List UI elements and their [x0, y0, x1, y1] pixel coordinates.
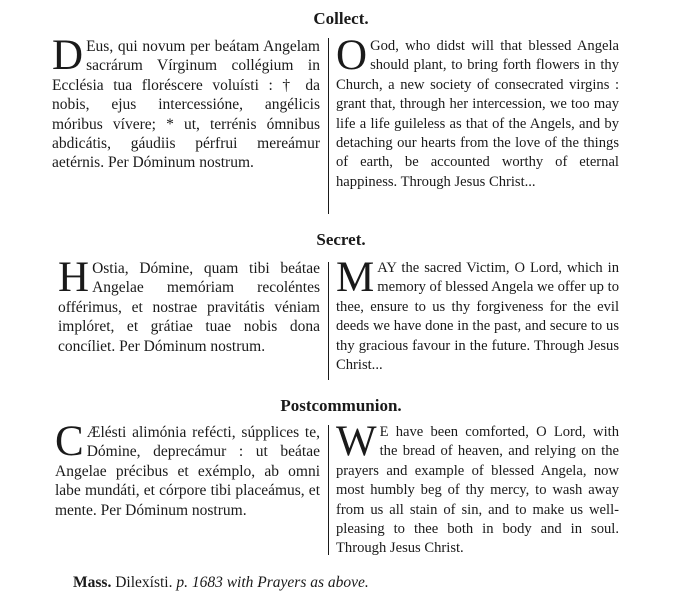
mass-reference [73, 573, 369, 593]
collect-latin-dropcap: D [52, 37, 84, 79]
collect-english-dropcap: O [336, 37, 368, 79]
collect-latin-text: Eus, qui novum per beátam Angelam sacrárum Vírginum collégium in Ecclésia tua floréscere voluísti : † da nobis, ejus intercessióne, angélicis móribus vívere; * ut, terrénis ómnibus abdicátis, gáudiis pérfrui mereámur aetérnis. Per Dóminum nostrum. [52, 38, 320, 172]
collect-english [336, 37, 619, 227]
secret-latin [58, 259, 320, 377]
mass-page-reference: p. 1683 with Prayers as above. [176, 574, 369, 591]
postcommunion-english [336, 423, 619, 563]
postcommunion-english-dropcap: W [336, 423, 377, 465]
postcommunion-english-text: E have been comforted, O Lord, with the bread of heaven, and relying on the prayers and example of blessed Angela, now most humbly beg of thy mercy, to wash away from us all stain of sin, and to make us well-pleasing to thee both in body and in soul. Through Jesus Christ. [336, 424, 619, 557]
collect-column-divider [328, 38, 329, 214]
postcommunion-latin-text: Ælésti alimónia refécti, súpplices te, Dómine, deprecámur : ut beátae Angelae précibus et exémplo, ab omni labe mundáti, et córpore tibi placeámus, et mente. Per Dóminum nostrum. [55, 424, 320, 519]
secret-latin-text: Ostia, Dómine, quam tibi beátae Angelae memóriam recoléntes offérimus, et nostrae pravitátis véniam implóret, et grátiae tuae nobis dona concíliet. Per Dóminum nostrum. [58, 260, 320, 355]
mass-label: Mass. [73, 574, 112, 591]
secret-english-text: AY the sacred Victim, O Lord, which in memory of blessed Angela we offer up to thee, ensure to us thy forgiveness for the evil deeds we have done in the past, and secure to us thy gracious favour in the future. Through Jesus Christ... [336, 260, 619, 374]
postcommunion-heading: Postcommunion. [280, 396, 402, 415]
secret-column-divider [328, 262, 329, 380]
collect-heading: Collect. [313, 9, 369, 28]
secret-english-dropcap: M [336, 259, 375, 301]
secret-heading: Secret. [316, 230, 366, 249]
secret-latin-dropcap: H [58, 259, 90, 301]
postcommunion-column-divider [328, 425, 329, 555]
mass-name: Dilexísti. [115, 574, 173, 591]
postcommunion-latin [55, 423, 320, 548]
secret-english [336, 259, 619, 381]
collect-latin [52, 37, 320, 232]
postcommunion-latin-dropcap: C [55, 423, 84, 465]
collect-english-text: God, who didst will that blessed Angela should plant, to bring forth flowers in thy Church, a new society of consecrated virgins : grant that, through her intercession, we too may life a life guileless as that of the Angels, and by detaching our hearts from the love of the things of earth, be accounted worthy of eternal happiness. Through Jesus Christ... [336, 38, 619, 190]
